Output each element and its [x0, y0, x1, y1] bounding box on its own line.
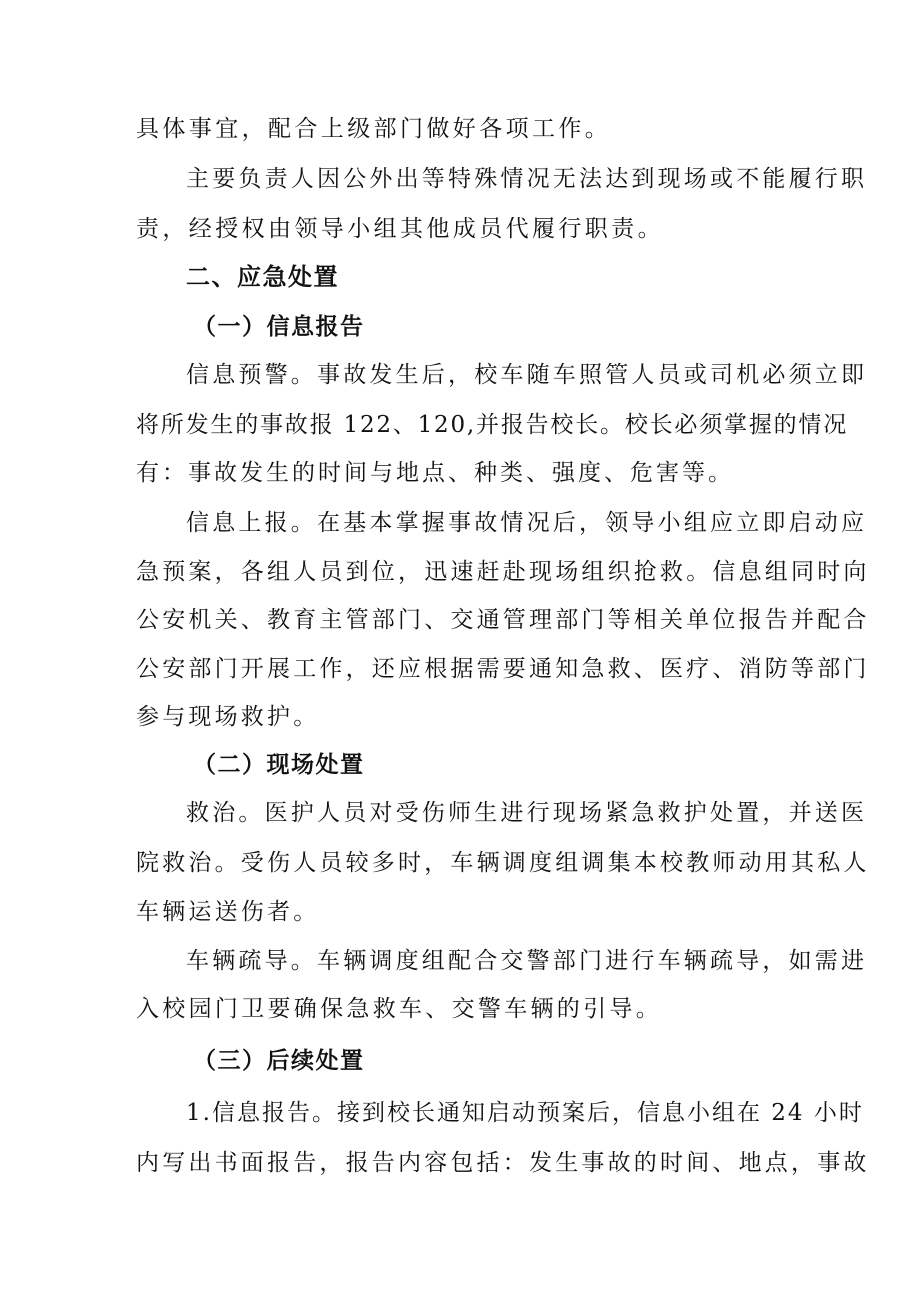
paragraph-line: 院救治。受伤人员较多时，车辆调度组调集本校教师动用其私人 [136, 850, 870, 876]
paragraph-line: 入校园门卫要确保急救车、交警车辆的引导。 [136, 996, 662, 1022]
paragraph-line: 信息上报。在基本掌握事故情况后，领导小组应立即启动应 [186, 510, 868, 536]
paragraph-line: 车辆疏导。车辆调度组配合交警部门进行车辆疏导，如需进 [186, 948, 868, 974]
paragraph-line: 车辆运送伤者。 [136, 899, 320, 925]
paragraph-line: 将所发生的事故报 122、120,并报告校长。校长必须掌握的情况 [136, 412, 849, 438]
paragraph-line: 急预案，各组人员到位，迅速赶赴现场组织抢救。信息组同时向 [136, 559, 870, 585]
paragraph-line: 公安机关、教育主管部门、交通管理部门等相关单位报告并配合 [136, 607, 870, 633]
paragraph-line: 责，经授权由领导小组其他成员代履行职责。 [136, 216, 664, 242]
paragraph-line: 救治。医护人员对受伤师生进行现场紧急救护处置，并送医 [186, 800, 868, 826]
subsection-heading: （三）后续处置 [193, 1048, 365, 1074]
paragraph-line: 公安部门开展工作，还应根据需要通知急救、医疗、消防等部门 [136, 656, 870, 682]
paragraph-line: 有：事故发生的时间与地点、种类、强度、危害等。 [136, 460, 734, 486]
paragraph-line: 具体事宜，配合上级部门做好各项工作。 [136, 116, 612, 142]
subsection-heading: （一）信息报告 [193, 314, 365, 340]
section-heading: 二、应急处置 [186, 263, 339, 291]
paragraph-line: 主要负责人因公外出等特殊情况无法达到现场或不能履行职 [186, 166, 868, 192]
paragraph-line: 信息预警。事故发生后，校车随车照管人员或司机必须立即 [186, 362, 868, 388]
subsection-heading: （二）现场处置 [193, 752, 365, 778]
paragraph-line: 内写出书面报告，报告内容包括：发生事故的时间、地点，事故 [136, 1150, 870, 1176]
paragraph-line: 1.信息报告。接到校长通知启动预案后，信息小组在 24 小时 [186, 1100, 864, 1126]
paragraph-line: 参与现场救护。 [136, 704, 320, 730]
